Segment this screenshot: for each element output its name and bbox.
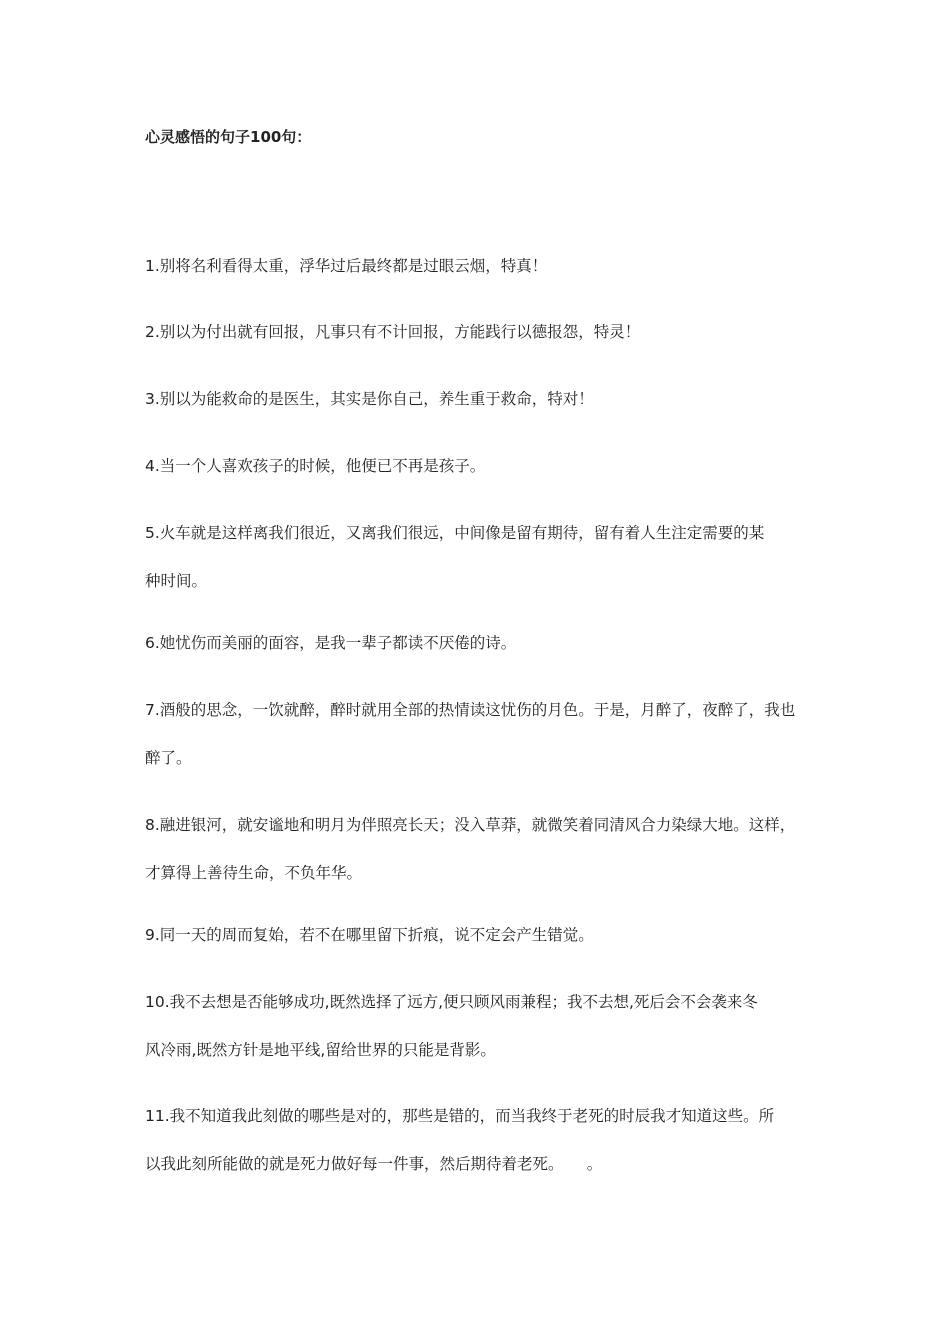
item-line: 3.别以为能救命的是医生，其实是你自己，养生重于救命，特对！ [145,390,594,408]
item-line: 4.当一个人喜欢孩子的时候，他便已不再是孩子。 [145,457,486,475]
item-line: 9.同一天的周而复始，若不在哪里留下折痕，说不定会产生错觉。 [145,926,594,944]
item-line: 1.别将名利看得太重，浮华过后最终都是过眼云烟，特真！ [145,257,548,275]
list-item-5 [145,509,825,605]
item-line: 7.酒般的思念，一饮就醉，醉时就用全部的热情读这忧伤的月色。于是，月醉了，夜醉了，我也 [145,701,796,719]
item-line: 10.我不去想是否能够成功,既然选择了远方,便只顾风雨兼程；我不去想,死后会不会袭来冬 [145,993,758,1011]
list-item-2 [145,308,825,356]
item-line: 风冷雨,既然方针是地平线,留给世界的只能是背影。 [145,1041,496,1059]
item-line: 种时间。 [145,572,208,590]
item-line: 8.融进银河，就安谧地和明月为伴照亮长天；没入草莽，就微笑着同清风合力染绿大地。这样， [145,816,796,834]
item-line: 5.火车就是这样离我们很近，又离我们很远，中间像是留有期待，留有着人生注定需要的某 [145,524,765,542]
list-item-6 [145,619,825,667]
item-line: 以我此刻所能做的就是死力做好每一件事，然后期待着老死。 。 [145,1155,603,1173]
item-line: 才算得上善待生命，不负年华。 [145,864,363,882]
list-item-4 [145,442,825,490]
item-line: 醉了。 [145,749,192,767]
item-line: 11.我不知道我此刻做的哪些是对的，那些是错的，而当我终于老死的时辰我才知道这些。所 [145,1107,775,1125]
list-item-9 [145,911,825,959]
list-item-3 [145,375,825,423]
list-item-8 [145,801,825,897]
list-item-10 [145,978,825,1074]
item-line: 2.别以为付出就有回报，凡事只有不计回报，方能践行以德报怨，特灵！ [145,323,641,341]
list-item-11 [145,1092,825,1188]
item-line: 6.她忧伤而美丽的面容，是我一辈子都读不厌倦的诗。 [145,634,517,652]
list-item-7 [145,686,825,782]
list-item-1 [145,242,825,290]
document-title: 心灵感悟的句子100句： [145,128,312,146]
